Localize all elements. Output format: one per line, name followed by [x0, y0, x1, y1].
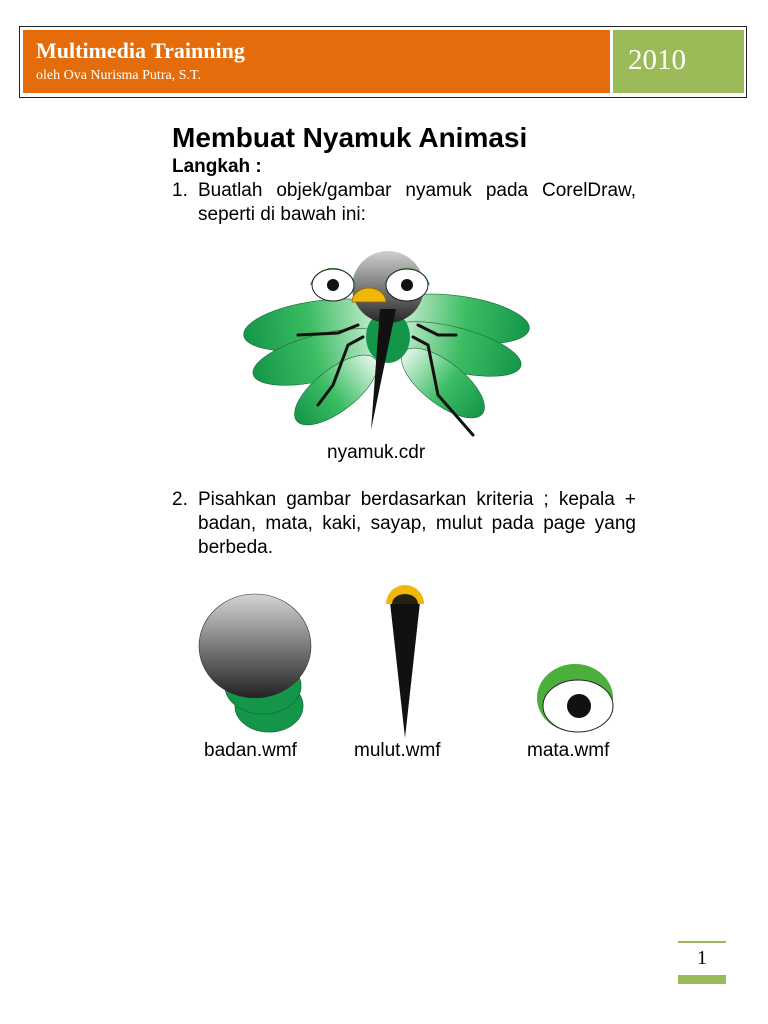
header-year-block [613, 30, 744, 93]
step-1 [172, 179, 636, 227]
page-title: Membuat Nyamuk Animasi [172, 122, 528, 153]
header-year: 2010 [628, 44, 686, 76]
page-number-rule [678, 941, 726, 943]
mosquito-illustration [238, 245, 538, 445]
step-text: Pisahkan gambar berdasarkan kriteria ; kepala + badan, mata, kaki, sayap, mulut pada page yang berbeda. [198, 489, 636, 558]
caption-mosquito: nyamuk.cdr [327, 442, 426, 463]
steps-label: Langkah : [172, 156, 262, 177]
header-title: Multimedia Trainning [36, 38, 245, 63]
step-number: 2. [172, 489, 188, 510]
page-number-bar [678, 975, 726, 984]
header-author: oleh Ova Nurisma Putra, S.T. [36, 68, 201, 83]
step-number: 1. [172, 180, 188, 201]
eye-part-figure [535, 660, 625, 740]
step-text: Buatlah objek/gambar nyamuk pada CorelDraw, seperti di bawah ini: [198, 180, 636, 225]
header-title-block [23, 30, 610, 93]
caption-body: badan.wmf [204, 740, 297, 761]
caption-mouth: mulut.wmf [354, 740, 441, 761]
caption-eye: mata.wmf [527, 740, 610, 761]
step-2 [172, 488, 636, 560]
mouth-part-figure [380, 580, 430, 740]
body-part-figure [195, 590, 315, 740]
page-number: 1 [697, 947, 707, 969]
